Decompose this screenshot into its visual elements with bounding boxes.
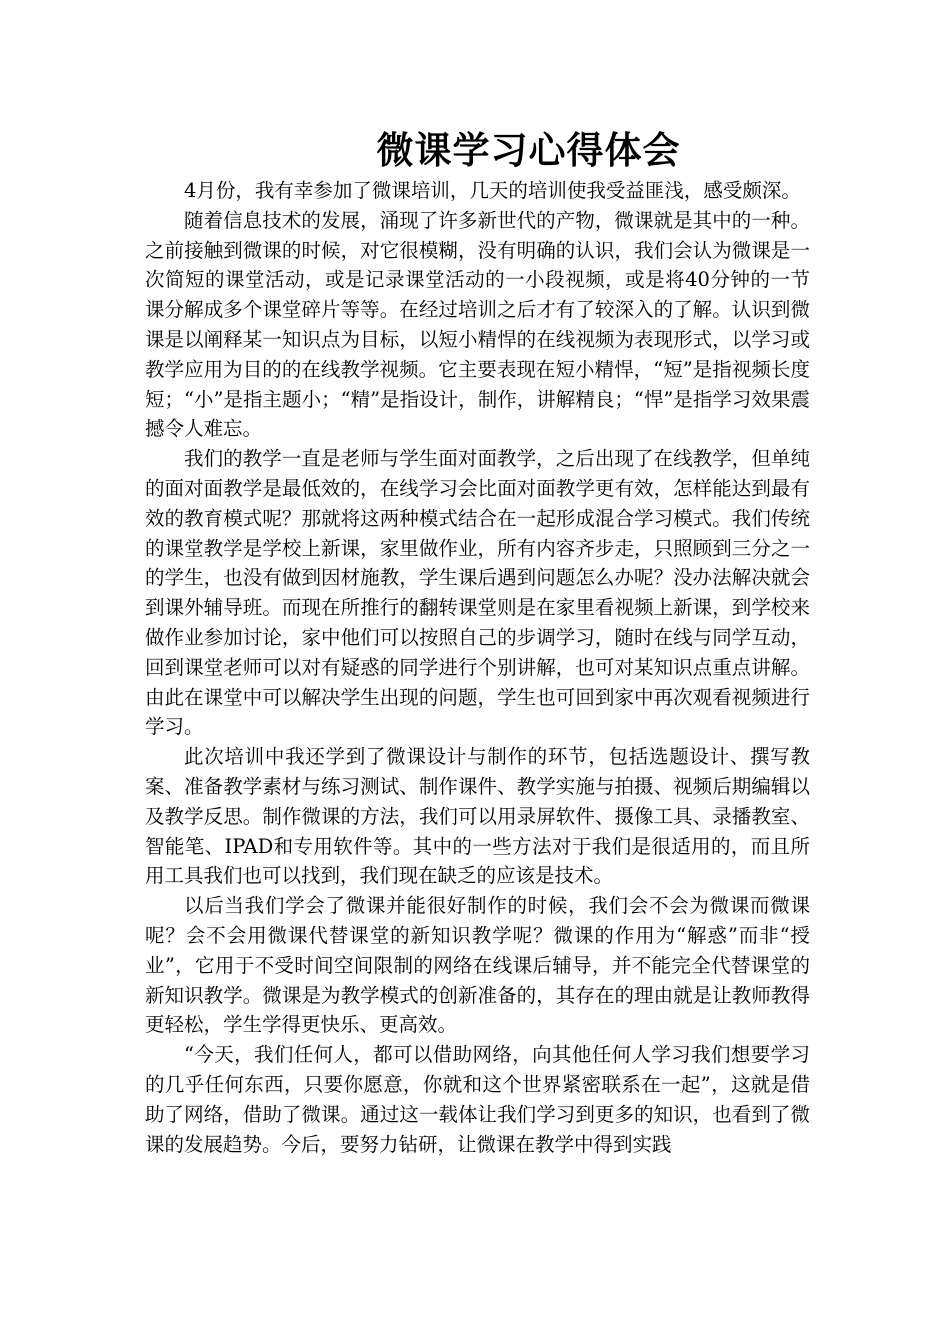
paragraph-5: 以后当我们学会了微课并能很好制作的时候，我们会不会为微课而微课呢？会不会用微课代替课堂的新知识教学呢？微课的作用为“解惑”而非“授业”，它用于不受时间空间限制的网络在线课后辅导，并不能完全代替课堂的新知识教学。微课是为教学模式的创新准备的，其存在的理由就是让教师教得更轻松，学生学得更快乐、更高效。 xyxy=(145,894,810,1037)
paragraph-3: 我们的教学一直是老师与学生面对面教学，之后出现了在线教学，但单纯的面对面教学是最低效的，在线学习会比面对面教学更有效，怎样能达到最有效的教育模式呢？那就将这两种模式结合在一起形成混合学习模式。我们传统的课堂教学是学校上新课，家里做作业，所有内容齐步走，只照顾到三分之一的学生，也没有做到因材施教，学生课后遇到问题怎么办呢？没办法解决就会到课外辅导班。而现在所推行的翻转课堂则是在家里看视频上新课，到学校来做作业参加讨论，家中他们可以按照自己的步调学习，随时在线与同学互动，回到课堂老师可以对有疑惑的同学进行个别讲解，也可对某知识点重点讲解。由此在课堂中可以解决学生出现的问题，学生也可回到家中再次观看视频进行学习。 xyxy=(145,447,810,739)
paragraph-4: 此次培训中我还学到了微课设计与制作的环节，包括选题设计、撰写教案、准备教学素材与练习测试、制作课件、教学实施与拍摄、视频后期编辑以及教学反思。制作微课的方法，我们可以用录屏软件、摄像工具、录播教室、智能笔、IPAD和专用软件等。其中的一些方法对于我们是很适用的，而且所用工具我们也可以找到，我们现在缺乏的应该是技术。 xyxy=(145,745,810,888)
page-title: 微课学习心得体会 xyxy=(376,128,681,172)
paragraph-1: 4月份，我有幸参加了微课培训，几天的培训使我受益匪浅，感受颇深。 xyxy=(184,179,801,202)
paragraph-2: 随着信息技术的发展，涌现了许多新世代的产物，微课就是其中的一种。之前接触到微课的时候，对它很模糊，没有明确的认识，我们会认为微课是一次简短的课堂活动，或是记录课堂活动的一小段视频，或是将40分钟的一节课分解成多个课堂碎片等等。在经过培训之后才有了较深入的了解。认识到微课是以阐释某一知识点为目标，以短小精悍的在线视频为表现形式，以学习或教学应用为目的的在线教学视频。它主要表现在短小精悍，“短”是指视频长度短；“小”是指主题小；“精”是指设计，制作，讲解精良；“悍”是指学习效果震撼令人难忘。 xyxy=(145,208,810,441)
document-body xyxy=(145,176,810,1159)
paragraph-6: “今天，我们任何人，都可以借助网络，向其他任何人学习我们想要学习的几乎任何东西，只要你愿意，你就和这个世界紧密联系在一起”，这就是借助了网络，借助了微课。通过这一载体让我们学习到更多的知识，也看到了微课的发展趋势。今后，要努力钻研，让微课在教学中得到实践 xyxy=(145,1043,810,1156)
